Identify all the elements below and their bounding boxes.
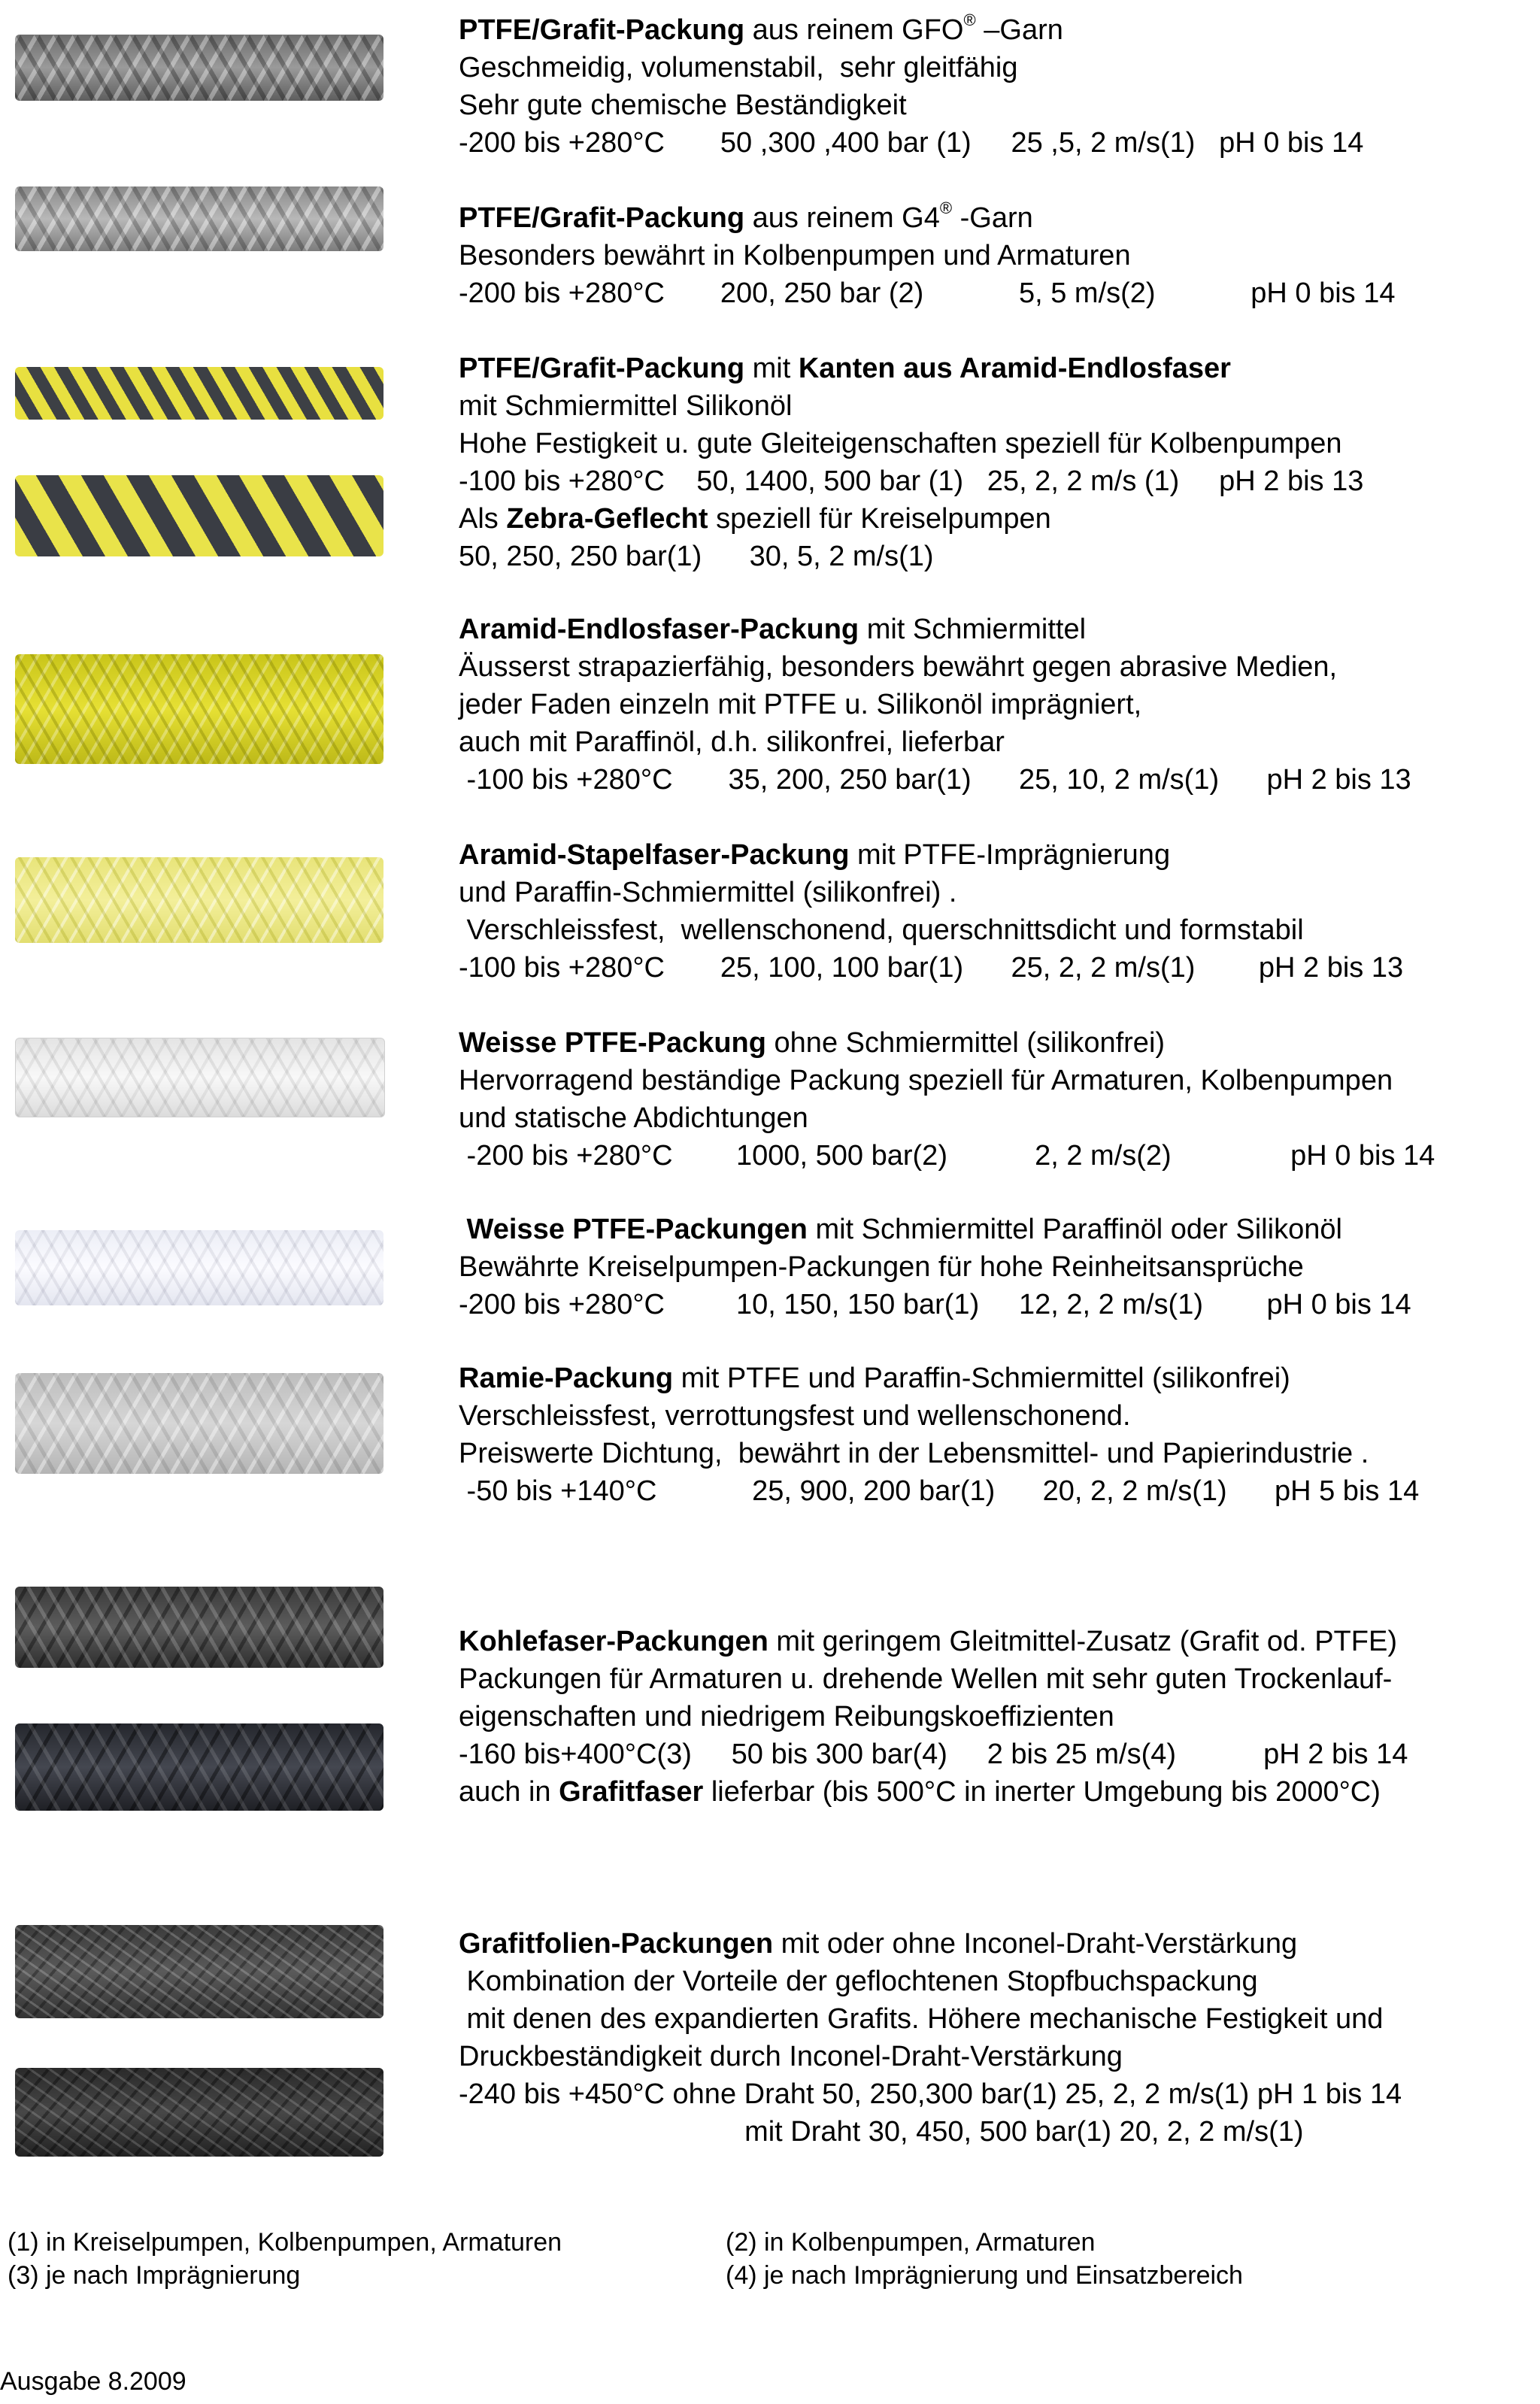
description-line bbox=[459, 462, 1534, 500]
description-text: mit PTFE und Paraffin-Schmiermittel (silikonfrei) bbox=[673, 1363, 1290, 1394]
description-text: Äusserst strapazierfähig, besonders bewährt gegen abrasive Medien, bbox=[459, 651, 1338, 683]
description-line bbox=[459, 1472, 1534, 1510]
description-line bbox=[459, 1286, 1534, 1323]
description-text: und statische Abdichtungen bbox=[459, 1102, 808, 1134]
edition-label: Ausgabe 8.2009 bbox=[0, 2367, 186, 2396]
product-name: Zebra-Geflecht bbox=[506, 503, 708, 535]
description-text: Hohe Festigkeit u. gute Gleiteigenschaften speziell für Kolbenpumpen bbox=[459, 428, 1342, 459]
packing-image-white-ptfe-lubricated bbox=[15, 1230, 383, 1305]
description-text: mit Draht 30, 450, 500 bar(1) 20, 2, 2 m/s(1) bbox=[459, 2116, 1304, 2148]
description-line bbox=[459, 1435, 1534, 1472]
product-name: Grafitfolien-Packungen bbox=[459, 1928, 774, 1960]
registered-mark: ® bbox=[939, 199, 953, 217]
description-line bbox=[459, 611, 1534, 648]
description-text: aus reinem GFO bbox=[744, 14, 964, 46]
footnote-2: (2) in Kolbenpumpen, Armaturen bbox=[726, 2228, 1096, 2257]
description-text: -200 bis +280°C 50 ,300 ,400 bar (1) 25 ,5, 2 m/s(1) pH 0 bis 14 bbox=[459, 127, 1364, 159]
description-line bbox=[459, 1623, 1534, 1660]
description-text: -200 bis +280°C 1000, 500 bar(2) 2, 2 m/s(2) pH 0 bis 14 bbox=[459, 1140, 1435, 1172]
description-line bbox=[459, 1660, 1534, 1698]
description-text: mit Schmiermittel Paraffinöl oder Silikonöl bbox=[807, 1214, 1342, 1245]
description-line bbox=[459, 49, 1534, 86]
description-text: Sehr gute chemische Beständigkeit bbox=[459, 89, 907, 121]
description-text: jeder Faden einzeln mit PTFE u. Silikonöl imprägniert, bbox=[459, 689, 1142, 720]
description-line bbox=[459, 949, 1534, 987]
description-text: Als bbox=[459, 503, 507, 535]
description-text: mit PTFE-Imprägnierung bbox=[849, 839, 1171, 871]
description-text: 50, 250, 250 bar(1) 30, 5, 2 m/s(1) bbox=[459, 541, 934, 572]
packing-description bbox=[459, 1925, 1534, 2151]
packing-description bbox=[459, 1024, 1534, 1175]
description-line bbox=[459, 199, 1534, 237]
registered-mark: ® bbox=[963, 11, 976, 29]
product-name: Weisse PTFE-Packungen bbox=[459, 1214, 808, 1245]
description-text: –Garn bbox=[975, 14, 1063, 46]
packing-description bbox=[459, 1211, 1534, 1323]
description-line bbox=[459, 1963, 1534, 2000]
packing-image-graphite-foil-inconel bbox=[15, 2068, 383, 2157]
description-text: -50 bis +140°C 25, 900, 200 bar(1) 20, 2, 2 m/s(1) pH 5 bis 14 bbox=[459, 1475, 1420, 1507]
description-line bbox=[459, 836, 1534, 874]
description-line bbox=[459, 2038, 1534, 2075]
description-text: -200 bis +280°C 10, 150, 150 bar(1) 12, 2, 2 m/s(1) pH 0 bis 14 bbox=[459, 1289, 1411, 1320]
product-name: Weisse PTFE-Packung bbox=[459, 1027, 766, 1059]
packing-description bbox=[459, 1623, 1534, 1811]
description-text: Packungen für Armaturen u. drehende Wellen mit sehr guten Trockenlauf- bbox=[459, 1663, 1393, 1695]
description-text: speziell für Kreiselpumpen bbox=[708, 503, 1051, 535]
packing-image-aramid-staple bbox=[15, 857, 383, 943]
packing-description bbox=[459, 350, 1534, 575]
product-name: Ramie-Packung bbox=[459, 1363, 674, 1394]
description-line bbox=[459, 874, 1534, 911]
description-line bbox=[459, 648, 1534, 686]
packing-image-aramid-filament bbox=[15, 654, 383, 764]
description-line bbox=[459, 1024, 1534, 1062]
description-text: -240 bis +450°C ohne Draht 50, 250,300 bar(1) 25, 2, 2 m/s(1) pH 1 bis 14 bbox=[459, 2078, 1402, 2110]
packing-image-graphite-fiber bbox=[15, 1723, 383, 1811]
description-text: und Paraffin-Schmiermittel (silikonfrei) . bbox=[459, 877, 957, 908]
description-line bbox=[459, 2075, 1534, 2113]
description-text: lieferbar (bis 500°C in inerter Umgebung bis 2000°C) bbox=[703, 1776, 1381, 1808]
product-name: Grafitfaser bbox=[559, 1776, 704, 1808]
description-text: mit oder ohne Inconel-Draht-Verstärkung bbox=[773, 1928, 1298, 1960]
description-line bbox=[459, 761, 1534, 799]
description-text: Hervorragend beständige Packung speziell für Armaturen, Kolbenpumpen bbox=[459, 1065, 1393, 1096]
description-line bbox=[459, 538, 1534, 575]
description-text: -100 bis +280°C 35, 200, 250 bar(1) 25, 10, 2 m/s(1) pH 2 bis 13 bbox=[459, 764, 1411, 796]
description-text: -100 bis +280°C 50, 1400, 500 bar (1) 25, 2, 2 m/s (1) pH 2 bis 13 bbox=[459, 465, 1364, 497]
description-text: Druckbeständigkeit durch Inconel-Draht-Verstärkung bbox=[459, 2041, 1123, 2072]
description-text: eigenschaften und niedrigem Reibungskoeffizienten bbox=[459, 1701, 1114, 1733]
description-text: auch mit Paraffinöl, d.h. silikonfrei, lieferbar bbox=[459, 726, 1005, 758]
description-line bbox=[459, 1248, 1534, 1286]
product-name: PTFE/Grafit-Packung bbox=[459, 353, 745, 384]
footnote-4: (4) je nach Imprägnierung und Einsatzbereich bbox=[726, 2261, 1243, 2290]
description-line bbox=[459, 1062, 1534, 1099]
description-line bbox=[459, 2000, 1534, 2038]
footnote-1: (1) in Kreiselpumpen, Kolbenpumpen, Armaturen bbox=[8, 2228, 562, 2257]
packing-image-ptfe-graphite-gfo bbox=[15, 35, 383, 101]
description-line bbox=[459, 274, 1534, 312]
description-text: ohne Schmiermittel (silikonfrei) bbox=[765, 1027, 1166, 1059]
description-line bbox=[459, 11, 1534, 49]
description-line bbox=[459, 1360, 1534, 1397]
product-name: PTFE/Grafit-Packung bbox=[459, 202, 745, 234]
footnote-3: (3) je nach Imprägnierung bbox=[8, 2261, 301, 2290]
description-line bbox=[459, 1925, 1534, 1963]
description-text: Besonders bewährt in Kolbenpumpen und Armaturen bbox=[459, 240, 1131, 271]
product-name: Aramid-Stapelfaser-Packung bbox=[459, 839, 850, 871]
packing-image-carbon-fiber bbox=[15, 1587, 383, 1668]
description-line bbox=[459, 1099, 1534, 1137]
description-text: Geschmeidig, volumenstabil, sehr gleitfähig bbox=[459, 52, 1018, 83]
description-line bbox=[459, 350, 1534, 387]
packing-image-aramid-edges bbox=[15, 367, 383, 420]
packing-description bbox=[459, 836, 1534, 987]
description-text: aus reinem G4 bbox=[744, 202, 940, 234]
description-line bbox=[459, 723, 1534, 761]
packing-image-ramie bbox=[15, 1373, 383, 1474]
packing-description bbox=[459, 199, 1534, 312]
description-line bbox=[459, 1397, 1534, 1435]
description-line bbox=[459, 124, 1534, 162]
description-text: -Garn bbox=[952, 202, 1033, 234]
product-name: Aramid-Endlosfaser-Packung bbox=[459, 614, 859, 645]
product-name: Kanten aus Aramid-Endlosfaser bbox=[798, 353, 1231, 384]
description-line bbox=[459, 425, 1534, 462]
description-line bbox=[459, 1698, 1534, 1736]
product-name: Kohlefaser-Packungen bbox=[459, 1626, 768, 1657]
description-text: Kombination der Vorteile der geflochtenen Stopfbuchspackung bbox=[459, 1966, 1258, 1997]
packing-description bbox=[459, 611, 1534, 799]
description-text: -200 bis +280°C 200, 250 bar (2) 5, 5 m/s(2) pH 0 bis 14 bbox=[459, 277, 1396, 309]
description-text: auch in bbox=[459, 1776, 559, 1808]
description-line bbox=[459, 1773, 1534, 1811]
packing-description bbox=[459, 1360, 1534, 1510]
packing-image-ptfe-graphite-g4 bbox=[15, 186, 383, 251]
description-line bbox=[459, 86, 1534, 124]
description-line bbox=[459, 387, 1534, 425]
description-text: mit Schmiermittel bbox=[859, 614, 1087, 645]
product-name: PTFE/Grafit-Packung bbox=[459, 14, 745, 46]
description-text: Preiswerte Dichtung, bewährt in der Lebensmittel- und Papierindustrie . bbox=[459, 1438, 1369, 1469]
packing-image-white-ptfe bbox=[15, 1038, 385, 1117]
packing-image-graphite-foil bbox=[15, 1925, 383, 2018]
description-text: -160 bis+400°C(3) 50 bis 300 bar(4) 2 bis 25 m/s(4) pH 2 bis 14 bbox=[459, 1739, 1408, 1770]
description-line bbox=[459, 237, 1534, 274]
description-text: mit Schmiermittel Silikonöl bbox=[459, 390, 793, 422]
description-text: Verschleissfest, verrottungsfest und wellenschonend. bbox=[459, 1400, 1131, 1432]
description-text: Bewährte Kreiselpumpen-Packungen für hohe Reinheitsansprüche bbox=[459, 1251, 1304, 1283]
description-line bbox=[459, 911, 1534, 949]
description-line bbox=[459, 1211, 1534, 1248]
description-text: mit denen des expandierten Grafits. Höhere mechanische Festigkeit und bbox=[459, 2003, 1384, 2035]
description-line bbox=[459, 1137, 1534, 1175]
packing-description bbox=[459, 11, 1534, 162]
description-line bbox=[459, 1736, 1534, 1773]
description-text: Verschleissfest, wellenschonend, querschnittsdicht und formstabil bbox=[459, 914, 1304, 946]
packing-image-zebra-braid bbox=[15, 475, 383, 556]
description-text: mit geringem Gleitmittel-Zusatz (Grafit od. PTFE) bbox=[768, 1626, 1397, 1657]
description-text: -100 bis +280°C 25, 100, 100 bar(1) 25, 2, 2 m/s(1) pH 2 bis 13 bbox=[459, 952, 1404, 984]
description-text: mit bbox=[744, 353, 799, 384]
description-line bbox=[459, 500, 1534, 538]
description-line bbox=[459, 686, 1534, 723]
description-line bbox=[459, 2113, 1534, 2151]
